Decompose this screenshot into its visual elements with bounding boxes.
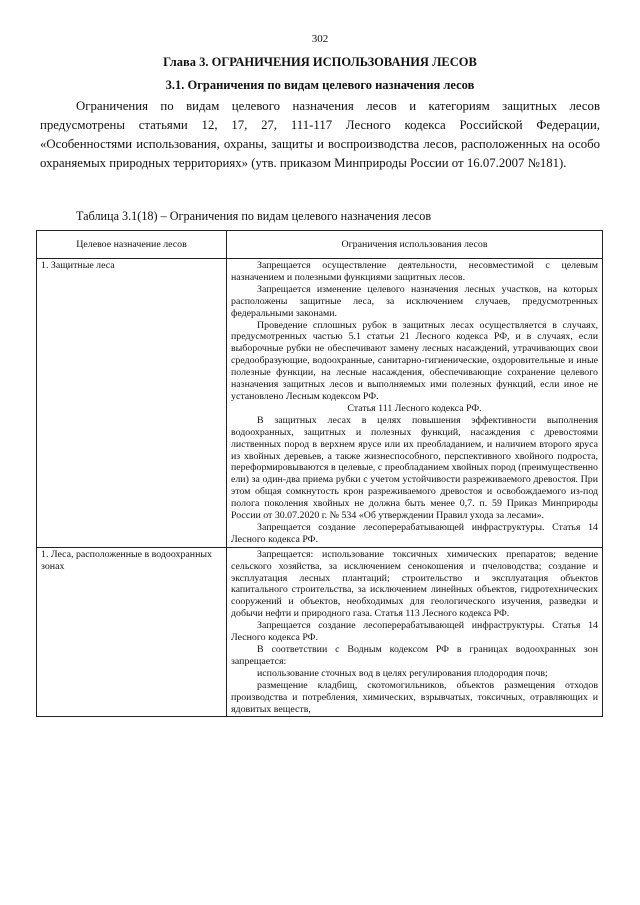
chapter-title: Глава 3. ОГРАНИЧЕНИЯ ИСПОЛЬЗОВАНИЯ ЛЕСОВ [163, 55, 477, 69]
intro-paragraph: Ограничения по видам целевого назначения лесов и категориям защитных лесов предусмотрены статьями 12, 17, 27, 111-117 Лесного кодекса Российской Федерации, «Особенностями использования, охраны, защиты и воспроизводства лесов, расположенных на особо охраняемых природных территориях» (утв. приказом Минприроды России от 16.07.2007 №181). [40, 99, 600, 170]
table-row [37, 547, 603, 717]
restrictions-cell [227, 259, 603, 548]
page-number: 302 [311, 33, 329, 45]
restrictions-table [36, 230, 603, 717]
restriction-paragraph: В защитных лесах в целях повышения эффективности выполнения водоохранных, защитных и полезных функций, насаждения с древостоями лиственных пород в верхнем ярусе или их преобладанием, и наличием второго яруса из хвойных деревьев, а также жизнеспособного, перспективного хвойного подроста, переформировываются в целевые, с преобладанием хвойных пород (преимущественно ели) за один-два приема рубки с учетом устойчивости разреживаемого древостоя. При этом общая сомкнутость крон разреживаемого древостоя и освобождаемого из-под полога поколения хвойных не должна быть менее 0,7. п. 59 Приказ Минприроды России от 30.07.2020 г. № 534 «Об утверждении Правил ухода за лесами». [231, 414, 598, 522]
restriction-paragraph: Запрещается создание лесоперерабатывающей инфраструктуры. Статья 14 Лесного кодекса РФ. [231, 521, 598, 545]
restriction-paragraph: Запрещается создание лесоперерабатывающей инфраструктуры. Статья 14 Лесного кодекса РФ. [231, 620, 598, 644]
table-row [37, 259, 603, 548]
restriction-paragraph: Проведение сплошных рубок в защитных лесах осуществляется в случаях, предусмотренных частью 5.1 статьи 21 Лесного кодекса РФ, и в случаях, если выборочные рубки не обеспечивают замену лесных насаждений, утрачивающих свои средообразующие, водоохранные, санитарно-гигиенические, оздоровительные и иные полезные функции, на лесные насаждения, обеспечивающие сохранение целевого назначения защитных лесов и выполняемых ими полезных функций, если иное не установлено Лесным кодексом РФ. [231, 319, 598, 402]
restriction-paragraph: Статья 111 Лесного кодекса РФ. [347, 402, 482, 414]
restrictions-cell [227, 547, 603, 717]
restriction-paragraph: Запрещается осуществление деятельности, несовместимой с целевым назначением и полезными функциями защитных лесов. [231, 260, 598, 283]
category-cell: 1. Защитные леса [37, 259, 227, 548]
header-purpose: Целевое назначение лесов [37, 231, 227, 259]
restriction-paragraph: Запрещается изменение целевого назначения лесных участков, на которых расположены защитные леса, за исключением случаев, предусмотренных федеральными законами. [231, 283, 598, 319]
restriction-paragraph: Запрещается: использование токсичных химических препаратов; ведение сельского хозяйства, за исключением сенокошения и пчеловодства; создание и эксплуатация лесных плантаций; строительство и эксплуатация объектов капитального строительства, за исключением линейных объектов, гидротехнических сооружений и объектов, необходимых для геологического изучения, разведки и добычи нефти и природного газа. Статья 113 Лесного кодекса РФ. [231, 548, 598, 620]
restriction-paragraph: использование сточных вод в целях регулирования плодородия почв; [257, 667, 548, 679]
category-cell: 1. Леса, расположенные в водоохранных зонах [37, 547, 227, 717]
restriction-paragraph: В соответствии с Водным кодексом РФ в границах водоохранных зон запрещается: [231, 644, 598, 667]
restriction-paragraph: размещение кладбищ, скотомогильников, объектов размещения отходов производства и потребления, химических, взрывчатых, токсичных, отравляющих и ядовитых веществ, [231, 679, 598, 715]
header-restrictions: Ограничения использования лесов [227, 231, 603, 259]
section-title: 3.1. Ограничения по видам целевого назначения лесов [165, 78, 475, 92]
table-caption: Таблица 3.1(18) – Ограничения по видам целевого назначения лесов [76, 209, 432, 223]
table-header-row [37, 231, 603, 259]
